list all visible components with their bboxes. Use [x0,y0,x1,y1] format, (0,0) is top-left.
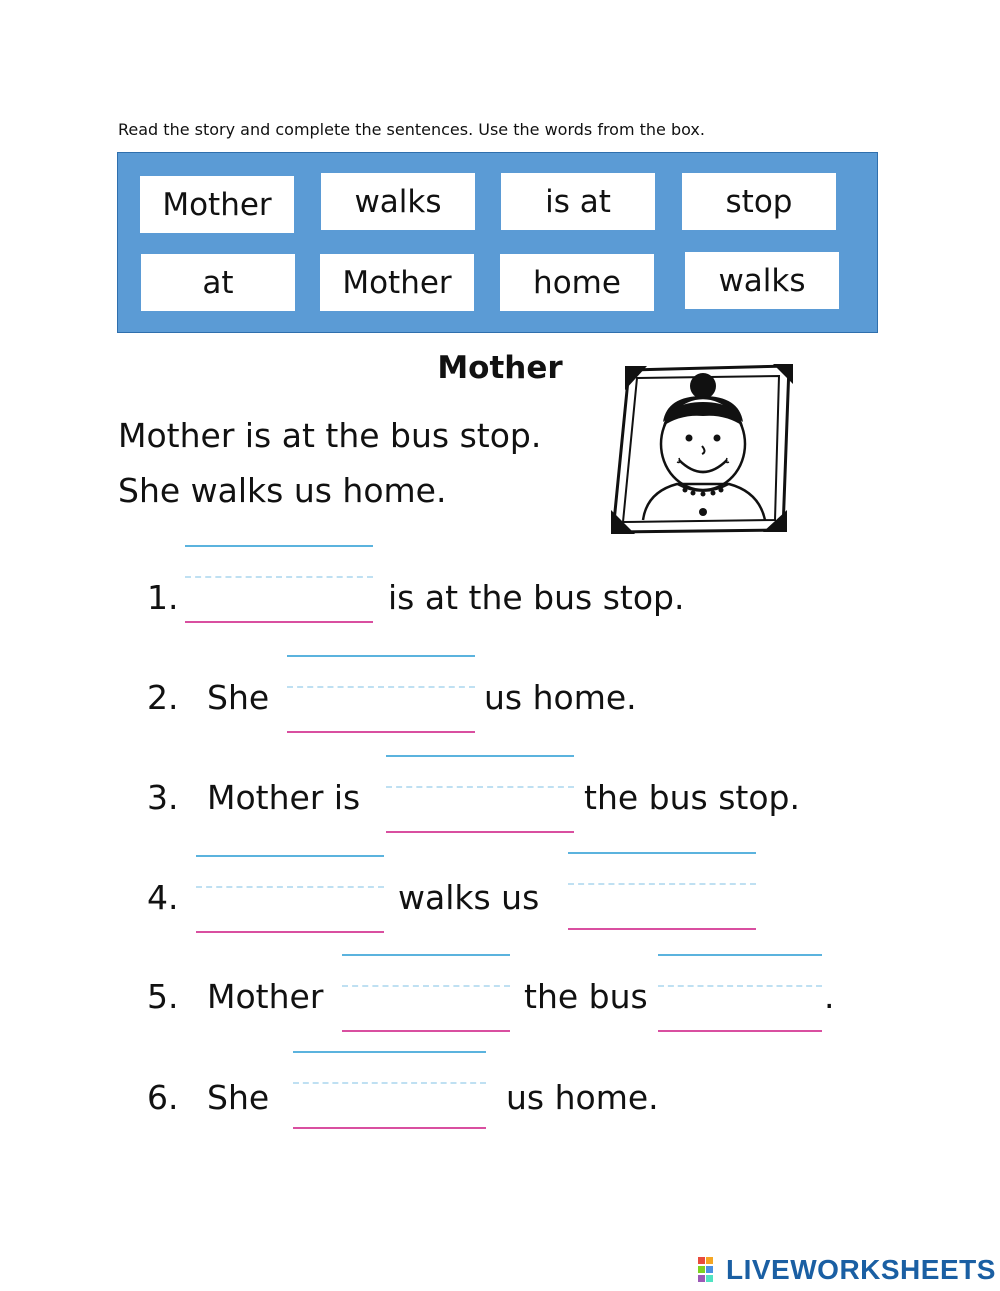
answer-blank-5b[interactable] [658,954,822,1032]
word-chip: Mother [140,176,294,233]
question-text: the bus stop. [584,778,800,817]
answer-blank-5a[interactable] [342,954,510,1032]
question-text: us home. [484,678,637,717]
question-text: Mother is [207,778,361,817]
question-text: walks us [398,878,540,917]
question-number: 2. [147,678,179,717]
mother-portrait-image [607,360,795,536]
question-text: Mother [207,977,324,1016]
story-line-1: Mother is at the bus stop. [118,416,542,455]
answer-blank-4b[interactable] [568,852,756,930]
word-chip: walks [321,173,475,230]
question-number: 6. [147,1078,179,1117]
question-text: She [207,678,270,717]
logo-text: LIVEWORKSHEETS [726,1254,996,1285]
story-line-2: She walks us home. [118,471,447,510]
question-number: 3. [147,778,179,817]
answer-blank-4a[interactable] [196,855,384,933]
word-chip: walks [685,252,839,309]
logo-blocks-icon [698,1257,722,1283]
question-text: is at the bus stop. [388,578,685,617]
answer-blank-1[interactable] [185,545,373,623]
question-text: us home. [506,1078,659,1117]
word-chip: stop [682,173,836,230]
story-title: Mother [437,350,563,386]
word-chip: is at [501,173,655,230]
word-chip: home [500,254,654,311]
word-chip: Mother [320,254,474,311]
question-number: 4. [147,878,179,917]
question-text: She [207,1078,270,1117]
liveworksheets-logo [698,1254,996,1286]
answer-blank-3[interactable] [386,755,574,833]
question-number: 5. [147,977,179,1016]
instructions: Read the story and complete the sentences. Use the words from the box. [118,120,705,139]
question-text: the bus [524,977,648,1016]
word-chip: at [141,254,295,311]
question-text: . [824,977,835,1016]
answer-blank-6[interactable] [293,1051,486,1129]
question-number: 1. [147,578,179,617]
answer-blank-2[interactable] [287,655,475,733]
word-box [117,152,878,333]
